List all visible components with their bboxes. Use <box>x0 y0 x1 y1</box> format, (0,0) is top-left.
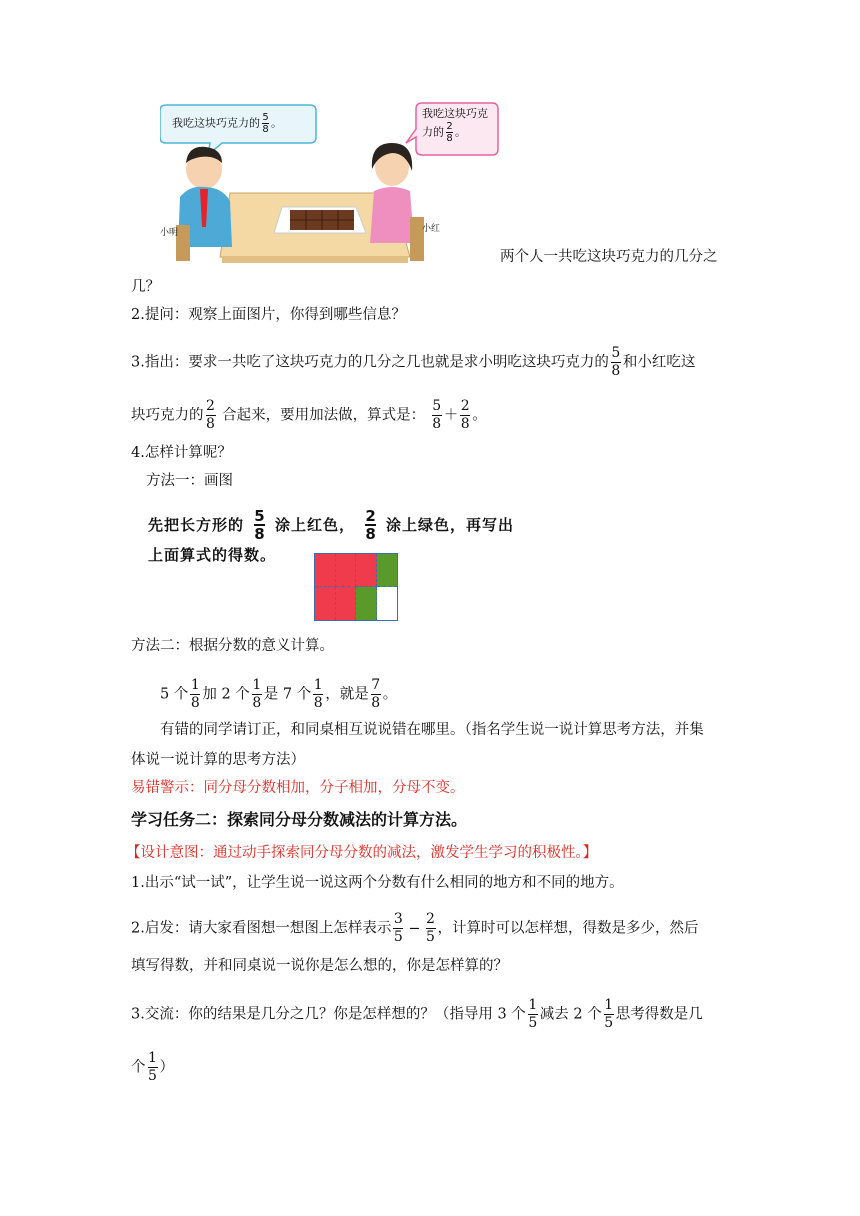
item-3-line1: 3.指出：要求一共吃了这块巧克力的几分之几也就是求小明吃这块巧克力的 $\frac{5}{8}$ 和小红吃这 <box>131 345 696 379</box>
grid-cell-green <box>377 554 398 587</box>
fraction-rectangle-grid <box>314 553 398 621</box>
fraction: $\frac{5}{8}$ <box>611 345 621 379</box>
design-intent: 【设计意图：通过动手探索同分母分数的减法，激发学生学习的积极性。】 <box>126 845 598 861</box>
chocolate-illustration <box>160 97 500 267</box>
fraction: $\frac{3}{5}$ <box>393 911 403 945</box>
fraction: $\frac{7}{8}$ <box>371 677 381 711</box>
fraction: $\frac{1}{8}$ <box>313 677 323 711</box>
task2-item-3-line1: 3.交流：你的结果是几分之几？你是怎样想的？（指导用 3 个 $\frac{1}{5}$ 减去 2 个 $\frac{1}{5}$ 思考得数是几 <box>131 997 703 1031</box>
bubble-right-line1: 我吃这块巧克 <box>422 107 488 120</box>
fraction: $\frac{2}{8}$ <box>460 398 470 432</box>
task2-item-1: 1.出示“试一试”，让学生说一说这两个分数有什么相同的地方和不同的地方。 <box>131 875 624 891</box>
fraction: $\frac{2}{8}$ <box>206 398 215 432</box>
fraction: $\frac{5}{8}$ <box>254 507 265 543</box>
error-warning: 易错警示：同分母分数相加，分子相加，分母不变。 <box>131 780 465 796</box>
correction-line1: 有错的同学请订正，和同桌相互说说错在哪里。（指名学生说一说计算思考方法，并集 <box>160 722 704 738</box>
grid-cell-red <box>336 554 357 587</box>
fraction: $\frac{2}{5}$ <box>426 911 435 945</box>
fraction: $\frac{1}{5}$ <box>148 1050 157 1084</box>
bubble-right-line2: 力的 <box>422 125 444 139</box>
grid-cell-red <box>315 587 336 620</box>
grid-cell-red <box>336 587 357 620</box>
method-2: 方法二：根据分数的意义计算。 <box>131 638 334 654</box>
item-2: 2.提问：观察上面图片，你得到哪些信息？ <box>131 307 406 323</box>
item-3-line2: 块巧克力的 $\frac{2}{8}$ 合起来，要用加法做，算式是： $\frac{5}{8}$ ＋ $\frac{2}{8}$ 。 <box>131 398 487 432</box>
grid-cell-red <box>356 554 377 587</box>
task2-item-2-line2: 填写得数，并和同桌说一说你是怎么想的，你是怎样算的？ <box>131 958 508 974</box>
bubble-left-text: 我吃这块巧克力的 <box>172 116 260 130</box>
grid-cell-white <box>377 587 398 620</box>
correction-line2: 体说一说计算的思考方法） <box>131 752 305 768</box>
calculation-line: 5 个 $\frac{1}{8}$ 加 2 个 $\frac{1}{8}$ 是 7 个 $\frac{1}{8}$ ，就是 $\frac{7}{8}$ 。 <box>160 677 398 711</box>
fraction: $\frac{1}{8}$ <box>252 677 262 711</box>
grid-cell-red <box>315 554 336 587</box>
left-speech-bubble: 我吃这块巧克力的 $\frac{5}{8}$ 。 <box>172 112 282 135</box>
fraction: $\frac{1}{8}$ <box>190 677 200 711</box>
task2-item-2-line1: 2.启发：请大家看图想一想图上怎样表示 $\frac{3}{5}$ − $\frac{2}{5}$ ，计算时可以怎样想，得数是多少，然后 <box>131 911 699 945</box>
label-boy: 小明 <box>160 228 179 238</box>
method-1: 方法一：画图 <box>146 473 233 489</box>
label-girl: 小红 <box>422 224 441 234</box>
task2-title: 学习任务二：探索同分母分数减法的计算方法。 <box>131 810 468 829</box>
fraction: $\frac{1}{5}$ <box>604 997 614 1031</box>
bubble-right-fraction: $\frac{2}{8}$ <box>446 121 453 144</box>
fraction: $\frac{2}{8}$ <box>365 507 376 543</box>
fraction: $\frac{5}{8}$ <box>432 398 442 432</box>
textbook-instruction: 先把长方形的 $\frac{5}{8}$ 涂上红色， $\frac{2}{8}$ 涂上绿色，再写出 上面算式的得数。 <box>148 507 515 564</box>
item-4: 4.怎样计算呢？ <box>131 445 232 461</box>
right-speech-bubble: 我吃这块巧克 力的 $\frac{2}{8}$ 。 <box>422 107 488 144</box>
question1-tail: 两个人一共吃这块巧克力的几分之 <box>500 249 718 265</box>
question1-wrap: 几？ <box>131 279 160 295</box>
grid-cell-green <box>356 587 377 620</box>
fraction: $\frac{1}{5}$ <box>528 997 538 1031</box>
bubble-left-fraction: $\frac{5}{8}$ <box>262 112 269 135</box>
task2-item-3-line2: 个 $\frac{1}{5}$ ） <box>131 1050 174 1084</box>
